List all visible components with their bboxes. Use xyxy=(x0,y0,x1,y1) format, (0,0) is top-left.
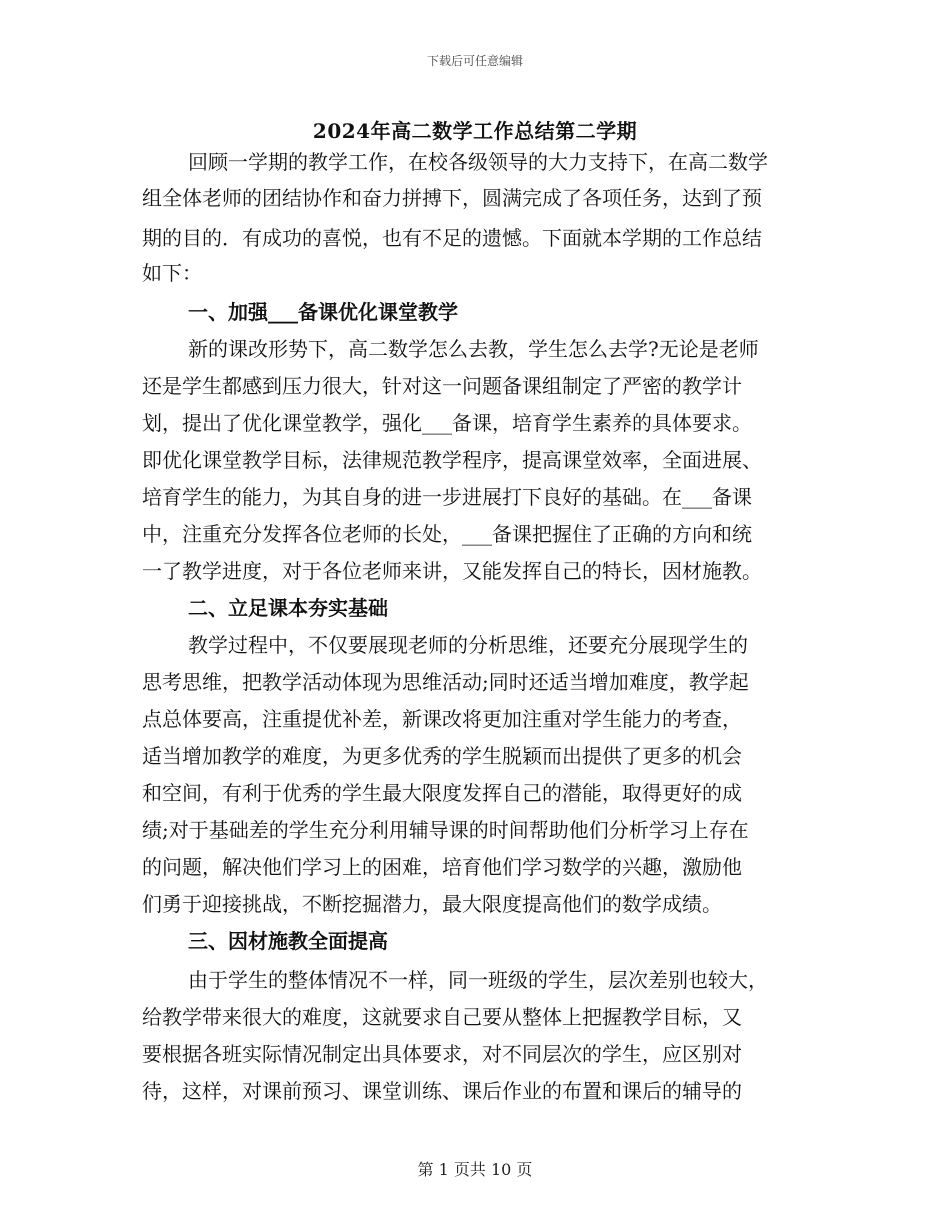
paragraph-line: 回顾一学期的教学工作，在校各级领导的大力支持下，在高二数学 xyxy=(188,150,768,174)
paragraph-line: 给教学带来很大的难度，这就要求自己要从整体上把握教学目标，又 xyxy=(142,1005,742,1029)
page-footer: 第 1 页共 10 页 xyxy=(417,1160,533,1179)
paragraph-line: 培育学生的能力，为其自身的进一步进展打下良好的基础。在___备课 xyxy=(142,485,752,509)
paragraph-line: 绩;对于基础差的学生充分利用辅导课的时间帮助他们分析学习上存在 xyxy=(142,818,749,842)
paragraph-line: 和空间，有利于优秀的学生最大限度发挥自己的潜能，取得更好的成 xyxy=(142,781,742,805)
paragraph-line: 中，注重充分发挥各位老师的长处，___备课把握住了正确的方向和统 xyxy=(142,522,752,546)
paragraph-line: 的问题，解决他们学习上的困难，培育他们学习数学的兴趣，激励他 xyxy=(142,855,742,879)
paragraph-line: 划，提出了优化课堂教学，强化___备课，培育学生素养的具体要求。 xyxy=(142,411,752,435)
paragraph-line: 一了教学进度，对于各位老师来讲，又能发挥自己的特长，因材施教。 xyxy=(142,559,762,583)
paragraph-line: 待，这样，对课前预习、课堂训练、课后作业的布置和课后的辅导的 xyxy=(142,1079,742,1103)
paragraph-line: 期的目的．有成功的喜悦，也有不足的遗憾。下面就本学期的工作总结 xyxy=(142,226,762,250)
section-heading-2: 二、立足课本夯实基础 xyxy=(188,596,388,620)
paragraph-line: 即优化课堂教学目标，法律规范教学程序，提高课堂效率，全面进展、 xyxy=(142,448,762,472)
header-note: 下载后可任意编辑 xyxy=(426,54,523,68)
document-title: 2024年高二数学工作总结第二学期 xyxy=(312,119,638,143)
paragraph-line: 新的课改形势下，高二数学怎么去教，学生怎么去学?无论是老师 xyxy=(188,337,759,361)
paragraph-line: 还是学生都感到压力很大，针对这一问题备课组制定了严密的教学计 xyxy=(142,374,742,398)
paragraph-line: 点总体要高，注重提优补差，新课改将更加注重对学生能力的考查， xyxy=(142,707,742,731)
section-heading-3: 三、因材施教全面提高 xyxy=(188,929,388,953)
paragraph-line: 由于学生的整体情况不一样，同一班级的学生，层次差别也较大， xyxy=(188,968,768,992)
section-heading-1: 一、加强___备课优化课堂教学 xyxy=(188,300,458,324)
paragraph-line: 们勇于迎接挑战，不断挖掘潜力，最大限度提高他们的数学成绩。 xyxy=(142,892,722,916)
paragraph-line: 教学过程中，不仅要展现老师的分析思维，还要充分展现学生的 xyxy=(188,633,748,657)
paragraph-line: 思考思维，把教学活动体现为思维活动;同时还适当增加难度，教学起 xyxy=(142,670,749,694)
paragraph-line: 要根据各班实际情况制定出具体要求，对不同层次的学生，应区别对 xyxy=(142,1042,742,1066)
paragraph-line: 组全体老师的团结协作和奋力拼搏下，圆满完成了各项任务，达到了预 xyxy=(142,186,762,210)
paragraph-line: 如下： xyxy=(142,261,202,285)
paragraph-line: 适当增加教学的难度，为更多优秀的学生脱颖而出提供了更多的机会 xyxy=(142,744,742,768)
